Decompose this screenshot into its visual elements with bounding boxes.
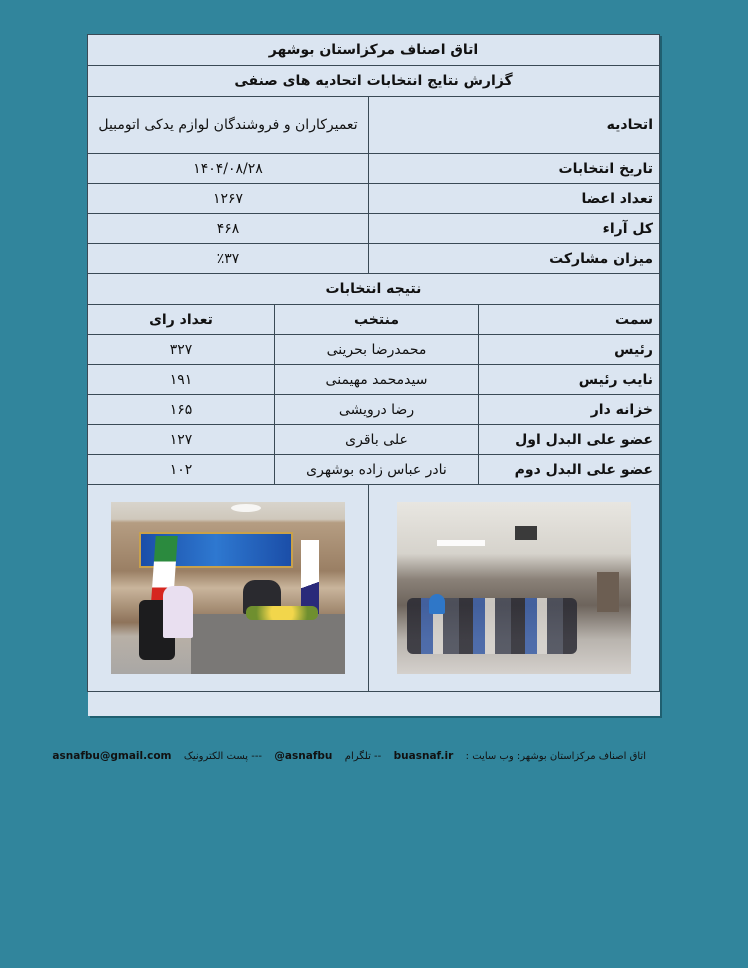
info-value: تعمیرکاران و فروشندگان لوازم یدکی اتومبیل <box>87 97 368 154</box>
position-cell: خزانه دار <box>479 395 660 425</box>
votes-cell: ۳۲۷ <box>87 335 274 365</box>
position-cell: نایب رئیس <box>479 365 660 395</box>
column-header-elected: منتخب <box>275 305 479 335</box>
footer-org-label: اتاق اصناف مرکزاستان بوشهر: وب سایت : <box>465 751 646 762</box>
info-row-participation <box>87 244 659 274</box>
email-link[interactable]: asnafbu@gmail.com <box>52 750 172 762</box>
elected-cell: نادر عباس زاده بوشهری <box>275 455 479 485</box>
footer-email-label: --- پست الکترونیک <box>183 751 263 762</box>
position-cell: عضو علی البدل دوم <box>479 455 660 485</box>
info-label: تاریخ انتخابات <box>369 154 660 184</box>
info-label: میزان مشارکت <box>369 244 660 274</box>
table-row <box>87 365 659 395</box>
photo-cell-left <box>87 485 368 692</box>
report-title-row <box>87 66 659 97</box>
votes-cell: ۱۹۱ <box>87 365 274 395</box>
table-row <box>87 335 659 365</box>
info-row-date <box>87 154 659 184</box>
elected-cell: علی باقری <box>275 425 479 455</box>
meeting-photo <box>111 502 345 674</box>
info-value: ۴۶۸ <box>87 214 368 244</box>
elected-cell: محمدرضا بحرینی <box>275 335 479 365</box>
column-header-votes: تعداد رای <box>87 305 274 335</box>
votes-cell: ۱۶۵ <box>87 395 274 425</box>
report-card <box>88 34 660 716</box>
photo-cell-right <box>369 485 660 692</box>
results-title-row <box>87 274 659 305</box>
info-value: ٪۳۷ <box>87 244 368 274</box>
votes-cell: ۱۲۷ <box>87 425 274 455</box>
header-title-row <box>87 35 659 66</box>
info-value: ۱۴۰۴/۰۸/۲۸ <box>87 154 368 184</box>
elected-cell: سیدمحمد مهیمنی <box>275 365 479 395</box>
column-header-position: سمت <box>479 305 660 335</box>
table-row <box>87 395 659 425</box>
results-title: نتیجه انتخابات <box>87 274 659 305</box>
info-label: اتحادیه <box>369 97 660 154</box>
table-row <box>87 455 659 485</box>
footer-telegram-label: -- تلگرام <box>344 751 382 762</box>
report-table <box>87 34 660 692</box>
header-title: اتاق اصناف مرکزاستان بوشهر <box>87 35 659 66</box>
photos-row <box>87 485 659 692</box>
info-row-total-votes <box>87 214 659 244</box>
contact-footer <box>52 750 646 762</box>
info-label: کل آراء <box>369 214 660 244</box>
position-cell: رئیس <box>479 335 660 365</box>
elected-cell: رضا درویشی <box>275 395 479 425</box>
votes-cell: ۱۰۲ <box>87 455 274 485</box>
results-header-row <box>87 305 659 335</box>
table-row <box>87 425 659 455</box>
info-value: ۱۲۶۷ <box>87 184 368 214</box>
telegram-link[interactable]: @asnafbu <box>274 750 333 762</box>
report-title: گزارش نتایج انتخابات اتحادیه های صنفی <box>87 66 659 97</box>
info-label: تعداد اعضا <box>369 184 660 214</box>
position-cell: عضو علی البدل اول <box>479 425 660 455</box>
info-row-union <box>87 97 659 154</box>
info-row-members <box>87 184 659 214</box>
website-link[interactable]: buasnaf.ir <box>393 750 454 762</box>
election-hall-photo <box>397 502 631 674</box>
